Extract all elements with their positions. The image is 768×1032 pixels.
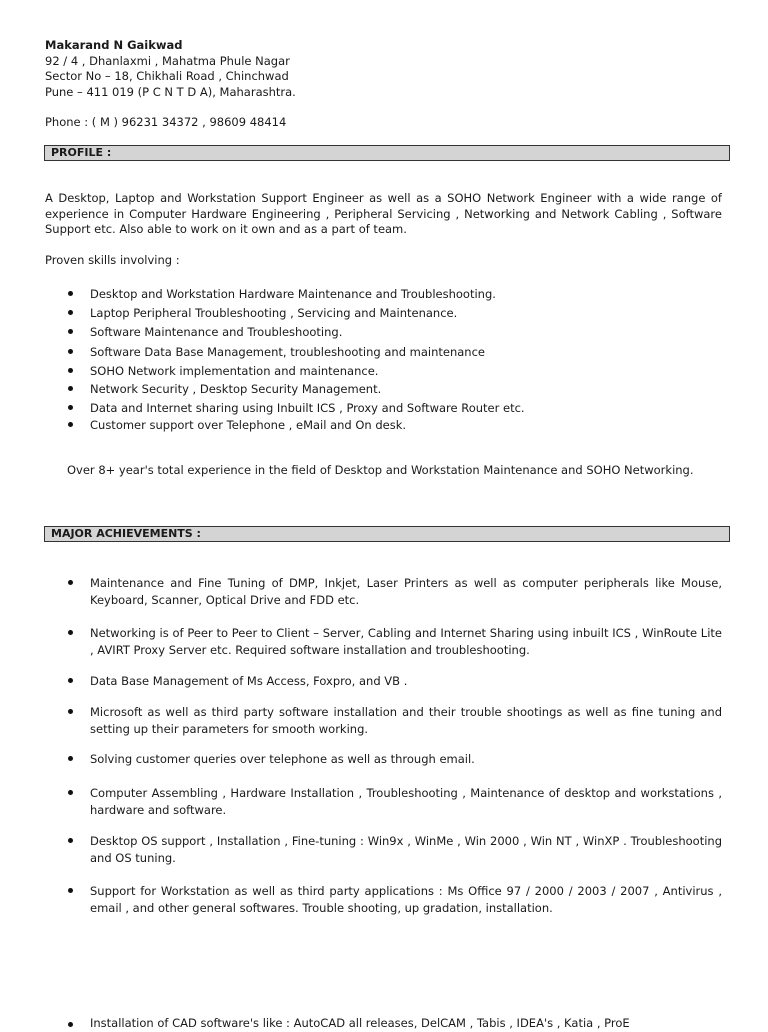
skill-text: Software Maintenance and Troubleshooting. xyxy=(90,325,343,339)
bullet-icon xyxy=(68,678,73,683)
achievement-text: Solving customer queries over telephone as well as through email. xyxy=(90,752,475,766)
bullet-icon xyxy=(68,386,73,391)
bullet-icon xyxy=(68,838,73,843)
bullet-icon xyxy=(68,329,73,334)
skill-text: Data and Internet sharing using Inbuilt ICS , Proxy and Software Router etc. xyxy=(90,401,525,415)
bullet-icon xyxy=(68,630,73,635)
achievement-text: Maintenance and Fine Tuning of DMP, Inkjet, Laser Printers as well as computer peripherals like Mouse, Keyboard, Scanner, Optical Drive and FDD etc. xyxy=(90,576,722,607)
skill-text: SOHO Network implementation and maintenance. xyxy=(90,364,379,378)
bullet-icon xyxy=(68,349,73,354)
achievements-heading: MAJOR ACHIEVEMENTS : xyxy=(44,526,730,542)
achievement-text: Desktop OS support , Installation , Fine-tuning : Win9x , WinMe , Win 2000 , Win NT , WinXP . Troubleshooting and OS tuning. xyxy=(90,834,722,865)
achievement-text: Installation of CAD software's like : AutoCAD all releases, DelCAM , Tabis , IDEA's , Katia , ProE xyxy=(90,1016,630,1030)
bullet-icon xyxy=(68,405,73,410)
skill-text: Desktop and Workstation Hardware Maintenance and Troubleshooting. xyxy=(90,287,496,301)
bullet-icon xyxy=(68,368,73,373)
profile-heading: PROFILE : xyxy=(44,145,730,161)
skills-intro: Proven skills involving : xyxy=(45,253,180,267)
skill-text: Software Data Base Management, troubleshooting and maintenance xyxy=(90,345,485,359)
bullet-icon xyxy=(68,1022,73,1027)
bullet-icon xyxy=(68,580,73,585)
address-line: 92 / 4 , Dhanlaxmi , Mahatma Phule Nagar xyxy=(45,53,290,68)
achievement-text: Microsoft as well as third party software installation and their trouble shootings as well as fine tuning and setting up their parameters for smooth working. xyxy=(90,705,722,736)
phone-line: Phone : ( M ) 96231 34372 , 98609 48414 xyxy=(45,115,287,129)
skill-text: Laptop Peripheral Troubleshooting , Servicing and Maintenance. xyxy=(90,306,458,320)
bullet-icon xyxy=(68,790,73,795)
contact-block xyxy=(45,38,296,100)
address-line: Pune – 411 019 (P C N T D A), Maharashtra. xyxy=(45,84,296,99)
bullet-icon xyxy=(68,422,73,427)
profile-summary: A Desktop, Laptop and Workstation Support Engineer as well as a SOHO Network Engineer with a wide range of experience in Computer Hardware Engineering , Peripheral Servicing , Networking and Network Cabling , Software Support etc. Also able to work on it own and as a part of team. xyxy=(45,191,722,236)
achievement-text: Data Base Management of Ms Access, Foxpro, and VB . xyxy=(90,674,408,688)
skill-text: Network Security , Desktop Security Management. xyxy=(90,382,382,396)
bullet-icon xyxy=(68,291,73,296)
address-line: Sector No – 18, Chikhali Road , Chinchwad xyxy=(45,69,289,83)
bullet-icon xyxy=(68,756,73,761)
bullet-icon xyxy=(68,709,73,714)
bullet-icon xyxy=(68,888,73,893)
bullet-icon xyxy=(68,310,73,315)
achievement-text: Networking is of Peer to Peer to Client – Server, Cabling and Internet Sharing using inbuilt ICS , WinRoute Lite , AVIRT Proxy Server etc. Required software installation and troubleshooting. xyxy=(90,626,722,657)
skill-text: Customer support over Telephone , eMail and On desk. xyxy=(90,418,407,432)
candidate-name: Makarand N Gaikwad xyxy=(45,38,183,52)
experience-summary: Over 8+ year's total experience in the field of Desktop and Workstation Maintenance and SOHO Networking. xyxy=(67,463,694,477)
achievement-text: Computer Assembling , Hardware Installation , Troubleshooting , Maintenance of desktop and workstations , hardware and software. xyxy=(90,786,722,817)
achievement-text: Support for Workstation as well as third party applications : Ms Office 97 / 2000 / 2003 / 2007 , Antivirus , email , and other general softwares. Trouble shooting, up gradation, installation. xyxy=(90,884,722,915)
